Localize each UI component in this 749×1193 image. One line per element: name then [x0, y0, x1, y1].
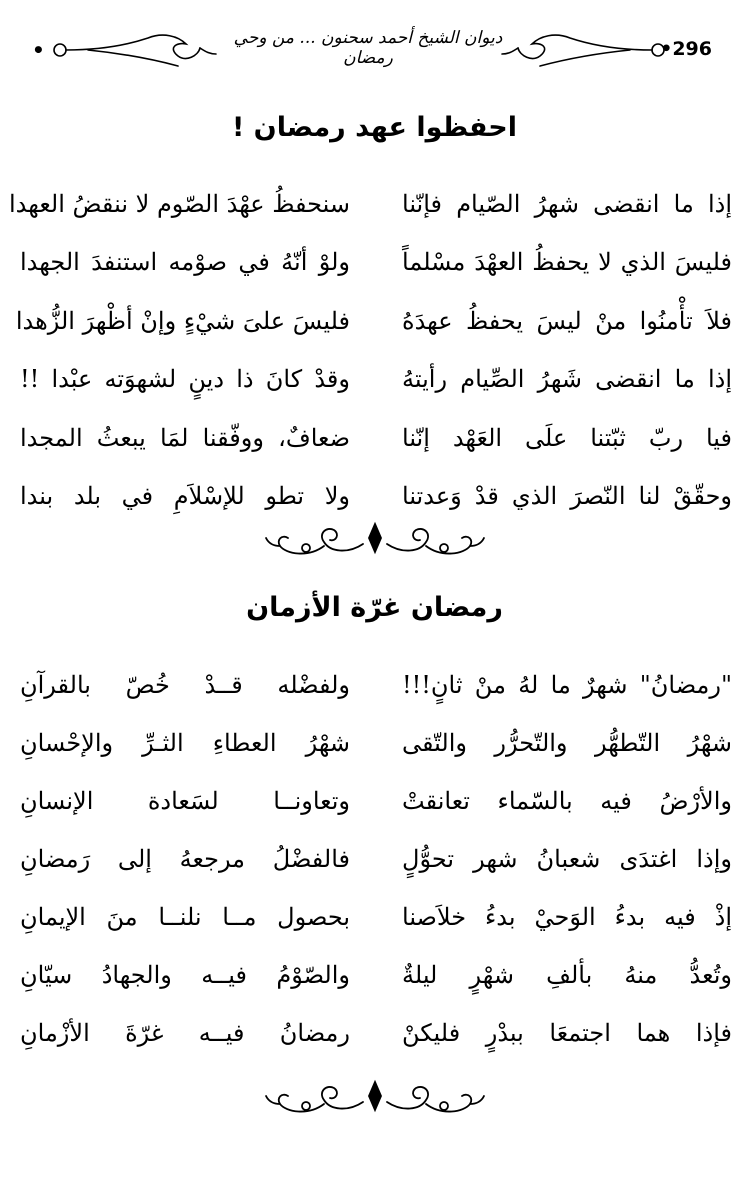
couplet [20, 1013, 732, 1059]
first-hemistich: فلاَ تأْمنُوا منْ ليسَ يحفظُ عهدَهُ [402, 307, 732, 335]
couplet [20, 476, 732, 522]
second-hemistich: وتعاونــا لسَعادة الإنسانِ [20, 787, 350, 815]
first-hemistich: إذا ما انقضى شهرُ الصّيام فإنّنا [402, 190, 732, 218]
poem-title: احفظوا عهد رمضان ! [231, 112, 518, 143]
page-header [28, 22, 718, 82]
second-hemistich: ولوْ أنّهُ في صوْمه استنفدَ الجهدا [20, 248, 350, 276]
second-hemistich: ولا تطو للإسْلاَمِ في بلد بندا [20, 482, 350, 510]
poem-title: رمضان غرّة الأزمان [246, 592, 503, 623]
second-hemistich: ضعافٌ، ووفّقنا لمَا يبعثُ المجدا [20, 424, 350, 452]
running-title: ديوان الشيخ أحمد سحنون ... من وحي رمضان [233, 28, 503, 68]
first-hemistich: فيا ربّ ثبّتنا علَى العَهْد إنّنا [402, 424, 732, 452]
ornament-divider [260, 1076, 490, 1126]
second-hemistich: والصّوْمُ فيــه والجهادُ سيّانِ [20, 961, 350, 989]
couplet [20, 781, 732, 827]
second-hemistich: فالفضْلُ مرجعهُ إلى رَمضانِ [20, 845, 350, 873]
page-number: •296 [660, 38, 712, 60]
second-hemistich: سنحفظُ عهْدَ الصّوم لا ننقضُ العهدا [9, 190, 350, 218]
couplet [20, 897, 732, 943]
second-hemistich: فليسَ علىَ شيْءٍ وإنْ أظْهرَ الزُّهدا [15, 307, 350, 335]
first-hemistich: وحقّقْ لنا النّصرَ الذي قدْ وَعدتنا [402, 482, 732, 510]
couplet [15, 301, 732, 347]
second-hemistich: ولفضْله قــدْ خُصّ بالقرآنِ [20, 671, 350, 699]
couplet [20, 418, 732, 464]
couplet [20, 839, 732, 885]
first-hemistich: إذا ما انقضى شَهرُ الصِّيام رأيتهُ [402, 365, 732, 393]
ornament-divider [260, 518, 490, 568]
second-hemistich: وقدْ كانَ ذا دينٍ لشهوَته عبْدا !! [20, 365, 350, 393]
first-hemistich: وتُعدُّ منهُ بألفِ شهْرٍ ليلةٌ [402, 961, 732, 989]
header-end-mark: • [32, 38, 45, 62]
first-hemistich: والأرْضُ فيه بالسّماء تعانقتْ [402, 787, 732, 815]
couplet [20, 665, 732, 711]
couplet [20, 955, 732, 1001]
first-hemistich: شهْرُ التّطهُّر والتّحرُّر والتّقى [402, 729, 732, 757]
second-hemistich: بحصول مــا نلنــا منَ الإيمانِ [20, 903, 350, 931]
first-hemistich: فليسَ الذي لا يحفظُ العهْدَ مسْلماً [402, 248, 732, 276]
second-hemistich: رمضانُ فيــه غرّةَ الأزْمانِ [20, 1019, 350, 1047]
second-hemistich: شهْرُ العطاءِ الثـرِّ والإحْسانِ [20, 729, 350, 757]
couplet [20, 359, 732, 405]
couplet [20, 723, 732, 769]
first-hemistich: إذْ فيه بدءُ الوَحيْ بدءُ خلاَصنا [402, 903, 732, 931]
couplet [20, 242, 732, 288]
first-hemistich: فإذا هما اجتمعَا ببدْرٍ فليكنْ [402, 1019, 732, 1047]
first-hemistich: "رمضانُ" شهرٌ ما لهُ منْ ثانٍ!!! [402, 671, 732, 699]
first-hemistich: وإذا اغتدَى شعبانُ شهر تحوُّلٍ [402, 845, 732, 873]
couplet [9, 184, 732, 230]
